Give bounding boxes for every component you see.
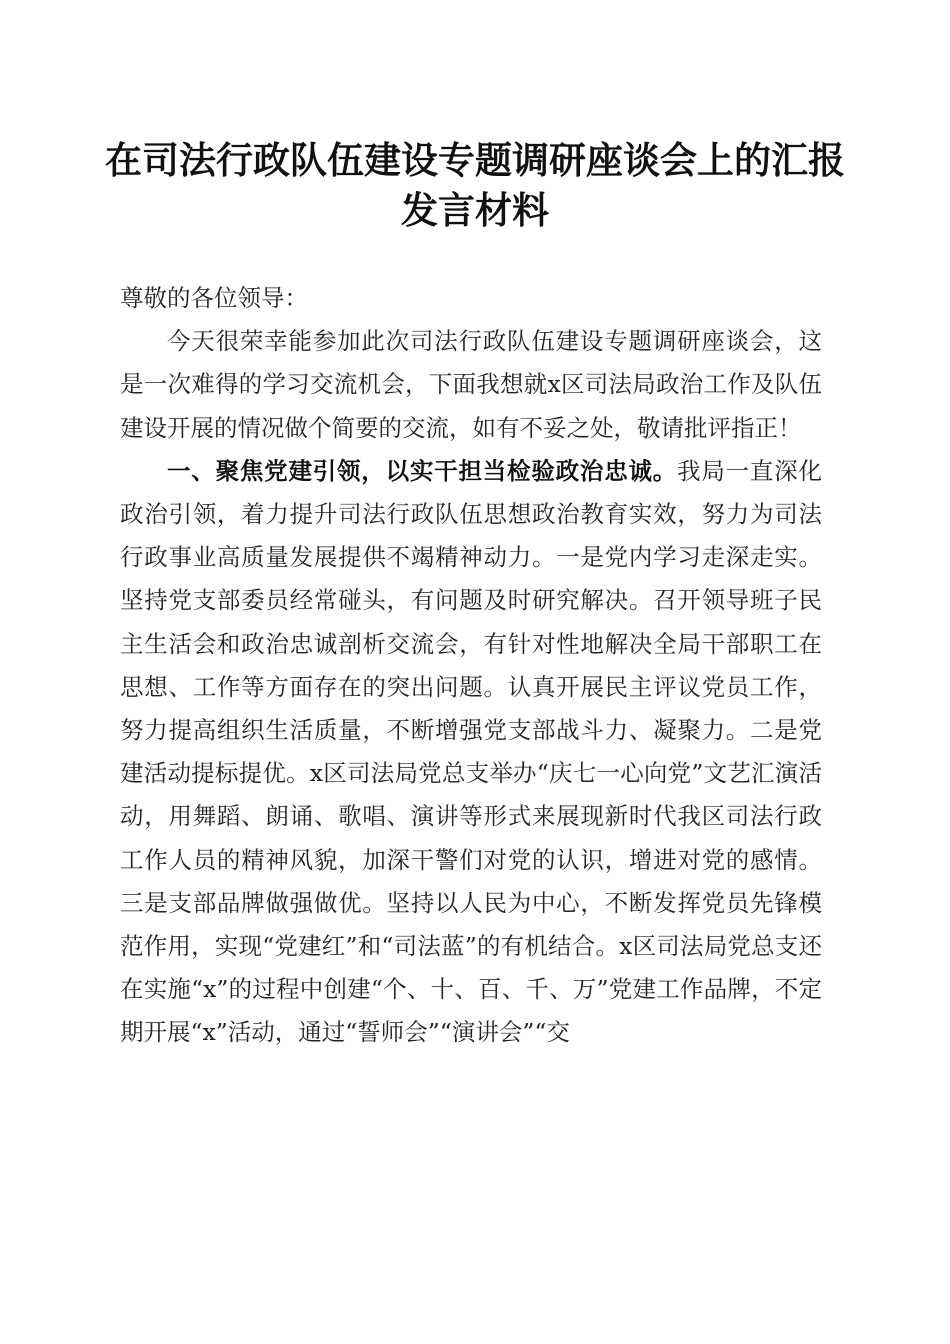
document-title	[0, 135, 950, 235]
section-1-body: 我局一直深化政治引领，着力提升司法行政队伍思想政治教育实效，努力为司法行政事业高质量发展提供不竭精神动力。一是党内学习走深走实。坚持党支部委员经常碰头，有问题及时研究解决。召开领导班子民主生活会和政治忠诚剖析交流会，有针对性地解决全局干部职工在思想、工作等方面存在的突出问题。认真开展民主评议党员工作，努力提高组织生活质量，不断增强党支部战斗力、凝聚力。二是党建活动提标提优。x区司法局党总支举办“庆七一心向党”文艺汇演活动，用舞蹈、朗诵、歌唱、演讲等形式来展现新时代我区司法行政工作人员的精神风貌，加深干警们对党的认识，增进对党的感情。三是支部品牌做强做优。坚持以人民为中心，不断发挥党员先锋模范作用，实现“党建红”和“司法蓝”的有机结合。x区司法局党总支还在实施“x”的过程中创建“个、十、百、千、万”党建工作品牌，不定期开展“x”活动，通过“誓师会”“演讲会”“交	[120, 456, 823, 1047]
section-1-heading: 一、聚焦党建引领，以实干担当检验政治忠诚。	[167, 456, 678, 485]
title-line-2: 发言材料	[401, 188, 549, 232]
title-line-1: 在司法行政队伍建设专题调研座谈会上的汇报	[105, 138, 845, 182]
intro-paragraph: 今天很荣幸能参加此次司法行政队伍建设专题调研座谈会，这是一次难得的学习交流机会，下面我想就x区司法局政治工作及队伍建设开展的情况做个简要的交流，如有不妥之处，敬请批评指正！	[120, 327, 822, 442]
document-body	[120, 277, 822, 1055]
section-1-paragraph	[120, 450, 822, 1055]
salutation: 尊敬的各位领导：	[120, 284, 308, 312]
